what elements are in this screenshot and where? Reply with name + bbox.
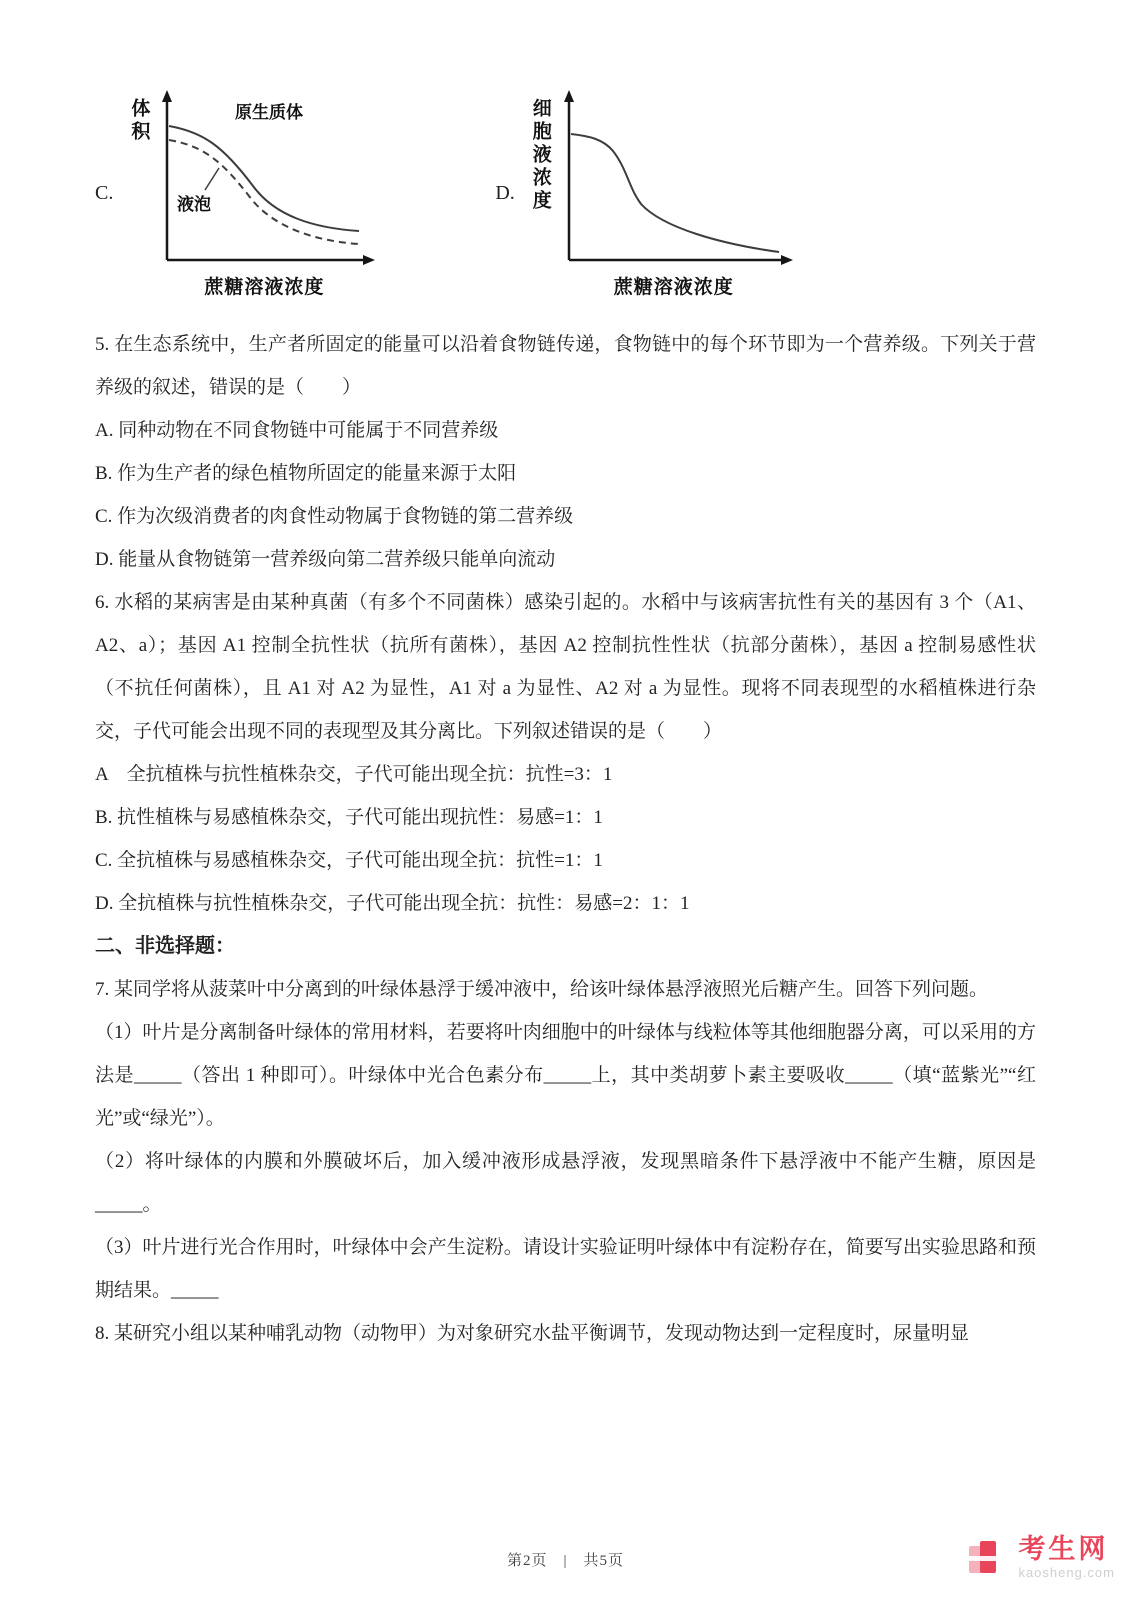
figure-c-plot-row: [125, 88, 377, 270]
option-d-letter: D.: [495, 182, 515, 204]
option-c-letter: C.: [95, 182, 114, 204]
figure-d-body: [527, 88, 795, 299]
figure-c-plot: [155, 88, 377, 270]
protoplast-curve-label: 原生质体: [235, 103, 304, 122]
vacuole-curve-label: 液泡: [177, 195, 212, 214]
figure-d-plot: [557, 88, 795, 270]
q5-option-a: A. 同种动物在不同食物链中可能属于不同营养级: [95, 420, 499, 441]
q5-option-d: D. 能量从食物链第一营养级向第二营养级只能单向流动: [95, 549, 556, 570]
q6-stem: 6. 水稻的某病害是由某种真菌（有多个不同菌株）感染引起的。水稻中与该病害抗性有关的基因有 3 个（A1、A2、a）；基因 A1 控制全抗性状（抗所有菌株），基因 A2 控制抗性性状（抗部分菌株），基因 a 控制易感性状（不抗任何菌株），且 A1 对 A2 为显性，A1 对 a 为显性、A2 对 a 为显性。现将不同表现型的水稻植株进行杂交，子代可能会出现不同的表现型及其分离比。下列叙述错误的是（ ）: [95, 592, 1036, 742]
page-footer: 第2页 | 共5页: [506, 1553, 624, 1569]
y-axis-arrow-icon: [564, 90, 574, 102]
watermark-site-domain: kaosheng.com: [1018, 1565, 1115, 1581]
figure-c-y-axis-label: 体积: [128, 98, 150, 144]
figure-option-c: [95, 88, 377, 299]
q7-part-2: （2）将叶绿体的内膜和外膜破坏后，加入缓冲液形成悬浮液，发现黑暗条件下悬浮液中不能产生糖，原因是_____。: [95, 1151, 1036, 1215]
x-axis-arrow-icon: [781, 255, 793, 265]
figure-row: [95, 88, 1036, 299]
y-axis-arrow-icon: [162, 90, 172, 102]
protoplast-curve: [169, 126, 359, 231]
vacuole-leader-line: [205, 168, 219, 190]
q6-option-c: C. 全抗植株与易感植株杂交，子代可能出现全抗：抗性=1：1: [95, 850, 603, 871]
q5-option-c: C. 作为次级消费者的肉食性动物属于食物链的第二营养级: [95, 506, 574, 527]
q7-stem: 7. 某同学将从菠菜叶中分离到的叶绿体悬浮于缓冲液中，给该叶绿体悬浮液照光后糖产生。回答下列问题。: [95, 979, 989, 1000]
q6-option-a: A 全抗植株与抗性植株杂交，子代可能出现全抗：抗性=3：1: [95, 764, 613, 785]
q7-part-1: （1）叶片是分离制备叶绿体的常用材料，若要将叶肉细胞中的叶绿体与线粒体等其他细胞器分离，可以采用的方法是_____（答出 1 种即可）。叶绿体中光合色素分布_____上，其中类胡萝卜素主要吸收_____（填“蓝紫光”“红光”或“绿光”）。: [95, 1022, 1036, 1129]
figure-option-d: [495, 88, 794, 299]
watermark-site-name: 考生网: [1018, 1534, 1109, 1565]
kaosheng-watermark: [966, 1535, 1115, 1580]
section-2-title: 二、非选择题：: [95, 935, 235, 957]
kaosheng-logo-text: [1018, 1535, 1115, 1580]
figure-d-x-axis-label: 蔗糖溶液浓度: [613, 277, 734, 298]
figure-d-y-axis-label: 细胞液浓度: [529, 98, 551, 213]
q6-option-b: B. 抗性植株与易感植株杂交，子代可能出现抗性：易感=1：1: [95, 807, 603, 828]
cell-sap-curve: [571, 134, 779, 252]
q8-stem: 8. 某研究小组以某种哺乳动物（动物甲）为对象研究水盐平衡调节，发现动物达到一定程度时，尿量明显: [95, 1323, 970, 1344]
q7-part-3: （3）叶片进行光合作用时，叶绿体中会产生淀粉。请设计实验证明叶绿体中有淀粉存在，简要写出实验思路和预期结果。_____: [95, 1237, 1036, 1301]
figure-c-x-axis-label: 蔗糖溶液浓度: [204, 277, 325, 298]
figure-d-plot-row: [527, 88, 795, 270]
figure-c-body: [125, 88, 377, 299]
q6-option-d: D. 全抗植株与抗性植株杂交，子代可能出现全抗：抗性：易感=2：1：1: [95, 893, 690, 914]
q5-stem: 5. 在生态系统中，生产者所固定的能量可以沿着食物链传递，食物链中的每个环节即为一个营养级。下列关于营养级的叙述，错误的是（ ）: [95, 334, 1036, 398]
x-axis-arrow-icon: [363, 255, 375, 265]
q5-option-b: B. 作为生产者的绿色植物所固定的能量来源于太阳: [95, 463, 517, 484]
kaosheng-logo-icon: [966, 1536, 1010, 1580]
